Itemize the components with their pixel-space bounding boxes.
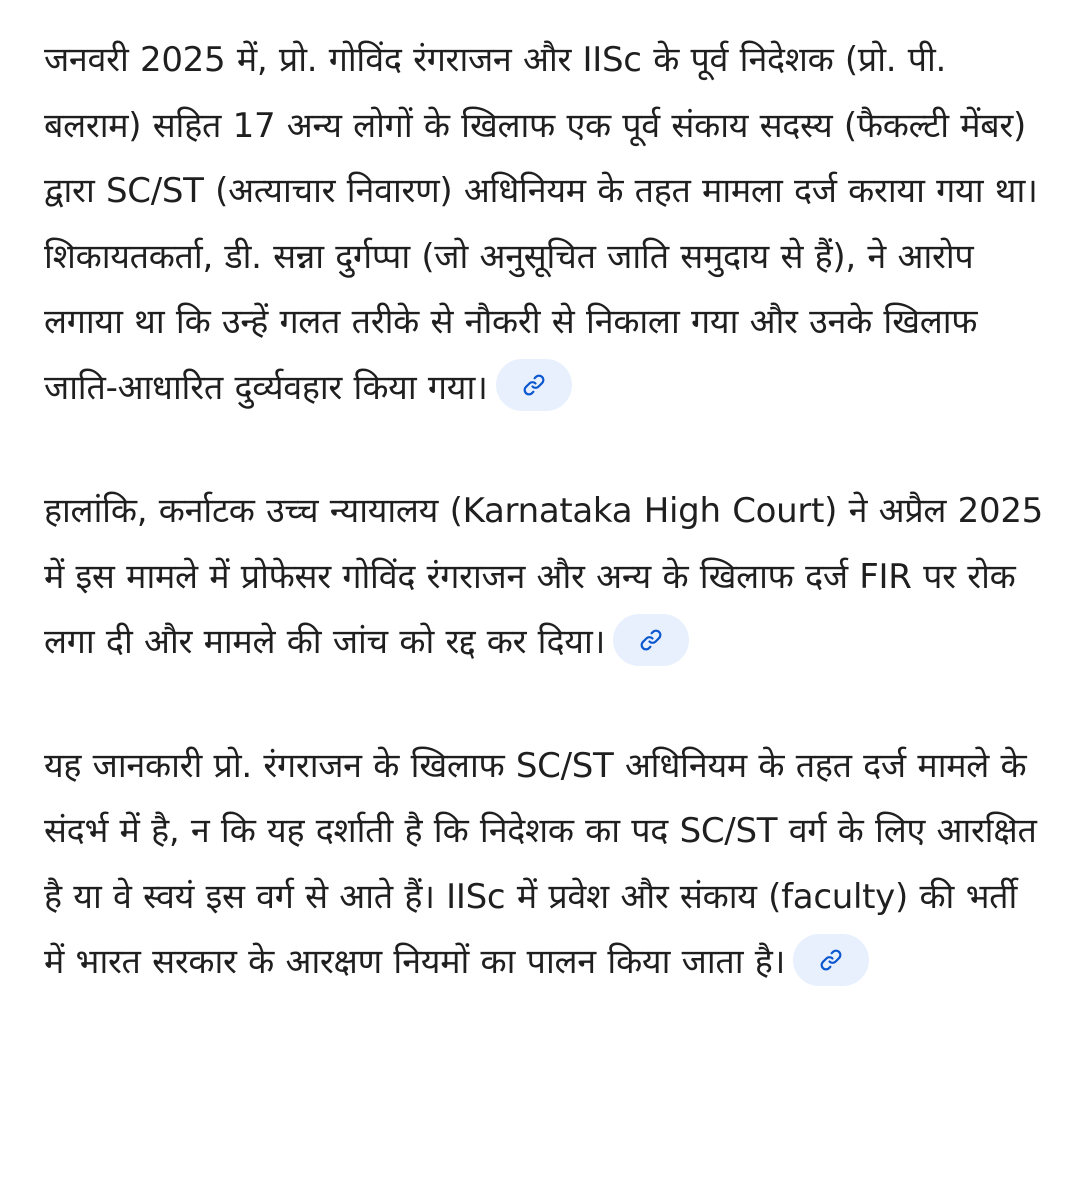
source-link-chip-1[interactable] <box>496 359 572 411</box>
paragraph-3-text: यह जानकारी प्रो. रंगराजन के खिलाफ SC/ST अधिनियम के तहत दर्ज मामले के संदर्भ में है, न कि यह दर्शाती है कि निदेशक का पद SC/ST वर्ग के लिए आरक्षित है या वे स्वयं इस वर्ग से आते हैं। IISc में प्रवेश और संकाय (faculty) की भर्ती में भारत सरकार के आरक्षण नियमों का पालन किया जाता है। <box>44 745 1037 982</box>
paragraph-3 <box>44 734 1044 996</box>
paragraph-2-text: हालांकि, कर्नाटक उच्च न्यायालय (Karnataka High Court) ने अप्रैल 2025 में इस मामले में प्रोफेसर गोविंद रंगराजन और अन्य के खिलाफ दर्ज FIR पर रोक लगा दी और मामले की जांच को रद्द कर दिया। <box>44 491 1043 662</box>
source-link-chip-3[interactable] <box>793 934 869 986</box>
paragraph-2 <box>44 479 1044 676</box>
paragraph-1-text: जनवरी 2025 में, प्रो. गोविंद रंगराजन और IISc के पूर्व निदेशक (प्रो. पी. बलराम) सहित 17 अन्य लोगों के खिलाफ एक पूर्व संकाय सदस्य (फैकल्टी मेंबर) द्वारा SC/ST (अत्याचार निवारण) अधिनियम के तहत मामला दर्ज कराया गया था। शिकायतकर्ता, डी. सन्ना दुर्गप्पा (जो अनुसूचित जाति समुदाय से हैं), ने आरोप लगाया था कि उन्हें गलत तरीके से नौकरी से निकाला गया और उनके खिलाफ जाति-आधारित दुर्व्यवहार किया गया। <box>44 40 1038 408</box>
link-icon <box>818 947 844 973</box>
response-content <box>44 28 1044 996</box>
link-icon <box>638 627 664 653</box>
link-icon <box>521 372 547 398</box>
source-link-chip-2[interactable] <box>613 614 689 666</box>
paragraph-1 <box>44 28 1044 421</box>
